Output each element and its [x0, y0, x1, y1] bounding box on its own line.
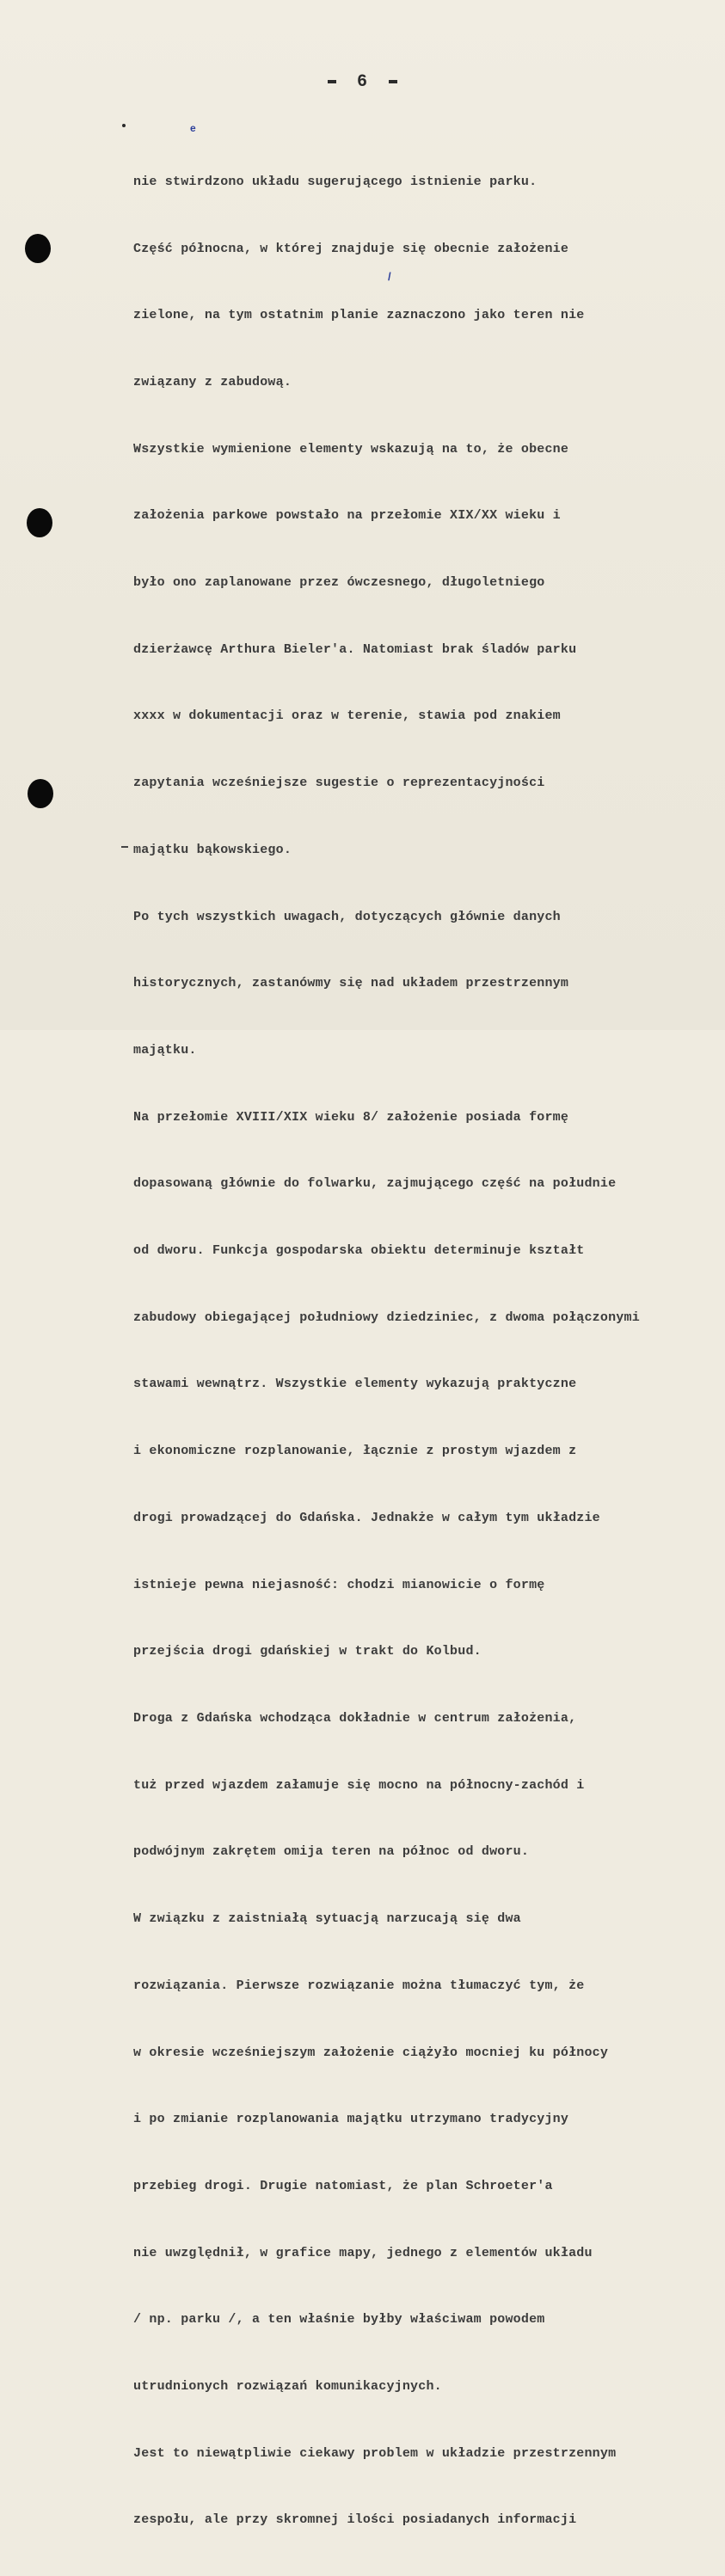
- text-line: zielone, na tym ostatnim planie zaznaczono jako teren nie: [133, 308, 585, 323]
- text-line: Droga z Gdańska wchodząca dokładnie w centrum założenia,: [133, 1710, 577, 1726]
- text-line: Po tych wszystkich uwagach, dotyczących głównie danych: [133, 909, 561, 924]
- text-line: majątku.: [133, 1042, 197, 1058]
- text-line: i po zmianie rozplanowania majątku utrzymano tradycyjny: [133, 2112, 569, 2127]
- text-line: było ono zaplanowane przez ówczesnego, długoletniego: [133, 575, 545, 591]
- text-line: dopasowaną głównie do folwarku, zajmującego część na południe: [133, 1176, 617, 1192]
- text-line: zapytania wcześniejsze sugestie o reprezentacyjności: [133, 776, 545, 791]
- text-line: istnieje pewna niejasność: chodzi mianowicie o formę: [133, 1577, 545, 1592]
- text-line: przebieg drogi. Drugie natomiast, że plan Schroeter'a: [133, 2178, 553, 2193]
- text-line: rozwiązania. Pierwsze rozwiązanie można tłumaczyć tym, że: [133, 1978, 585, 1993]
- text-line: nie stwirdzono układu sugerującego istnienie parku.: [133, 174, 538, 189]
- text-line: W związku z zaistniałą sytuacją narzucają się dwa: [133, 1911, 521, 1927]
- text-line: Część północna, w której znajduje się obecnie założenie: [133, 241, 569, 256]
- handwritten-correction-e: e: [190, 122, 196, 134]
- text-line: założenia parkowe powstało na przełomie XIX/XX wieku i: [133, 508, 561, 524]
- text-line: tuż przed wjazdem załamuje się mocno na północny-zachód i: [133, 1777, 585, 1793]
- text-line: nie uwzględnił, w grafice mapy, jednego z elementów układu: [133, 2245, 593, 2260]
- text-line: i ekonomiczne rozplanowanie, łącznie z prostym wjazdem z: [133, 1444, 577, 1459]
- handwritten-correction-accent: /: [388, 270, 391, 283]
- text-line: związany z zabudową.: [133, 374, 292, 389]
- punch-hole: [27, 508, 52, 537]
- punch-hole: [28, 779, 53, 808]
- text-line: stawami wewnątrz. Wszystkie elementy wykazują praktyczne: [133, 1377, 577, 1392]
- text-line: Wszystkie wymienione elementy wskazują na to, że obecne: [133, 441, 569, 457]
- text-line: przejścia drogi gdańskiej w trakt do Kolbud.: [133, 1644, 482, 1659]
- page-number-dash-right: [389, 80, 397, 83]
- text-line: od dworu. Funkcja gospodarska obiektu determinuje kształt: [133, 1243, 585, 1259]
- text-line: Jest to niewątpliwie ciekawy problem w układzie przestrzennym: [133, 2445, 617, 2461]
- text-line: w okresie wcześniejszym założenie ciążyło mocniej ku północy: [133, 2045, 609, 2060]
- text-line: dzierżawcę Arthura Bieler'a. Natomiast brak śladów parku: [133, 641, 577, 657]
- text-line: Na przełomie XVIII/XIX wieku 8/ założenie posiada formę: [133, 1109, 569, 1125]
- text-line: historycznych, zastanówmy się nad układem przestrzennym: [133, 976, 569, 991]
- text-line: drogi prowadzącej do Gdańska. Jednakże w całym tym układzie: [133, 1510, 600, 1525]
- text-line: utrudnionych rozwiązań komunikacyjnych.: [133, 2379, 442, 2395]
- stray-ink-dot: [122, 124, 126, 127]
- page-number: [0, 72, 725, 92]
- page-number-value: 6: [356, 72, 368, 92]
- page-number-dash-left: [328, 80, 336, 83]
- text-line: majątku bąkowskiego.: [133, 842, 292, 857]
- text-line: / np. parku /, a ten właśnie byłby właściwam powodem: [133, 2312, 545, 2328]
- text-line: zespołu, ale przy skromnej ilości posiadanych informacji: [133, 2512, 577, 2528]
- typed-text-body: [133, 126, 718, 2576]
- text-line: podwójnym zakrętem omija teren na północ od dworu.: [133, 1844, 530, 1860]
- punch-hole: [25, 234, 51, 263]
- text-line: zabudowy obiegającej południowy dziedziniec, z dwoma połączonymi: [133, 1309, 640, 1325]
- text-line: xxxx w dokumentacji oraz w terenie, stawia pod znakiem: [133, 708, 561, 724]
- margin-dash: [121, 846, 128, 848]
